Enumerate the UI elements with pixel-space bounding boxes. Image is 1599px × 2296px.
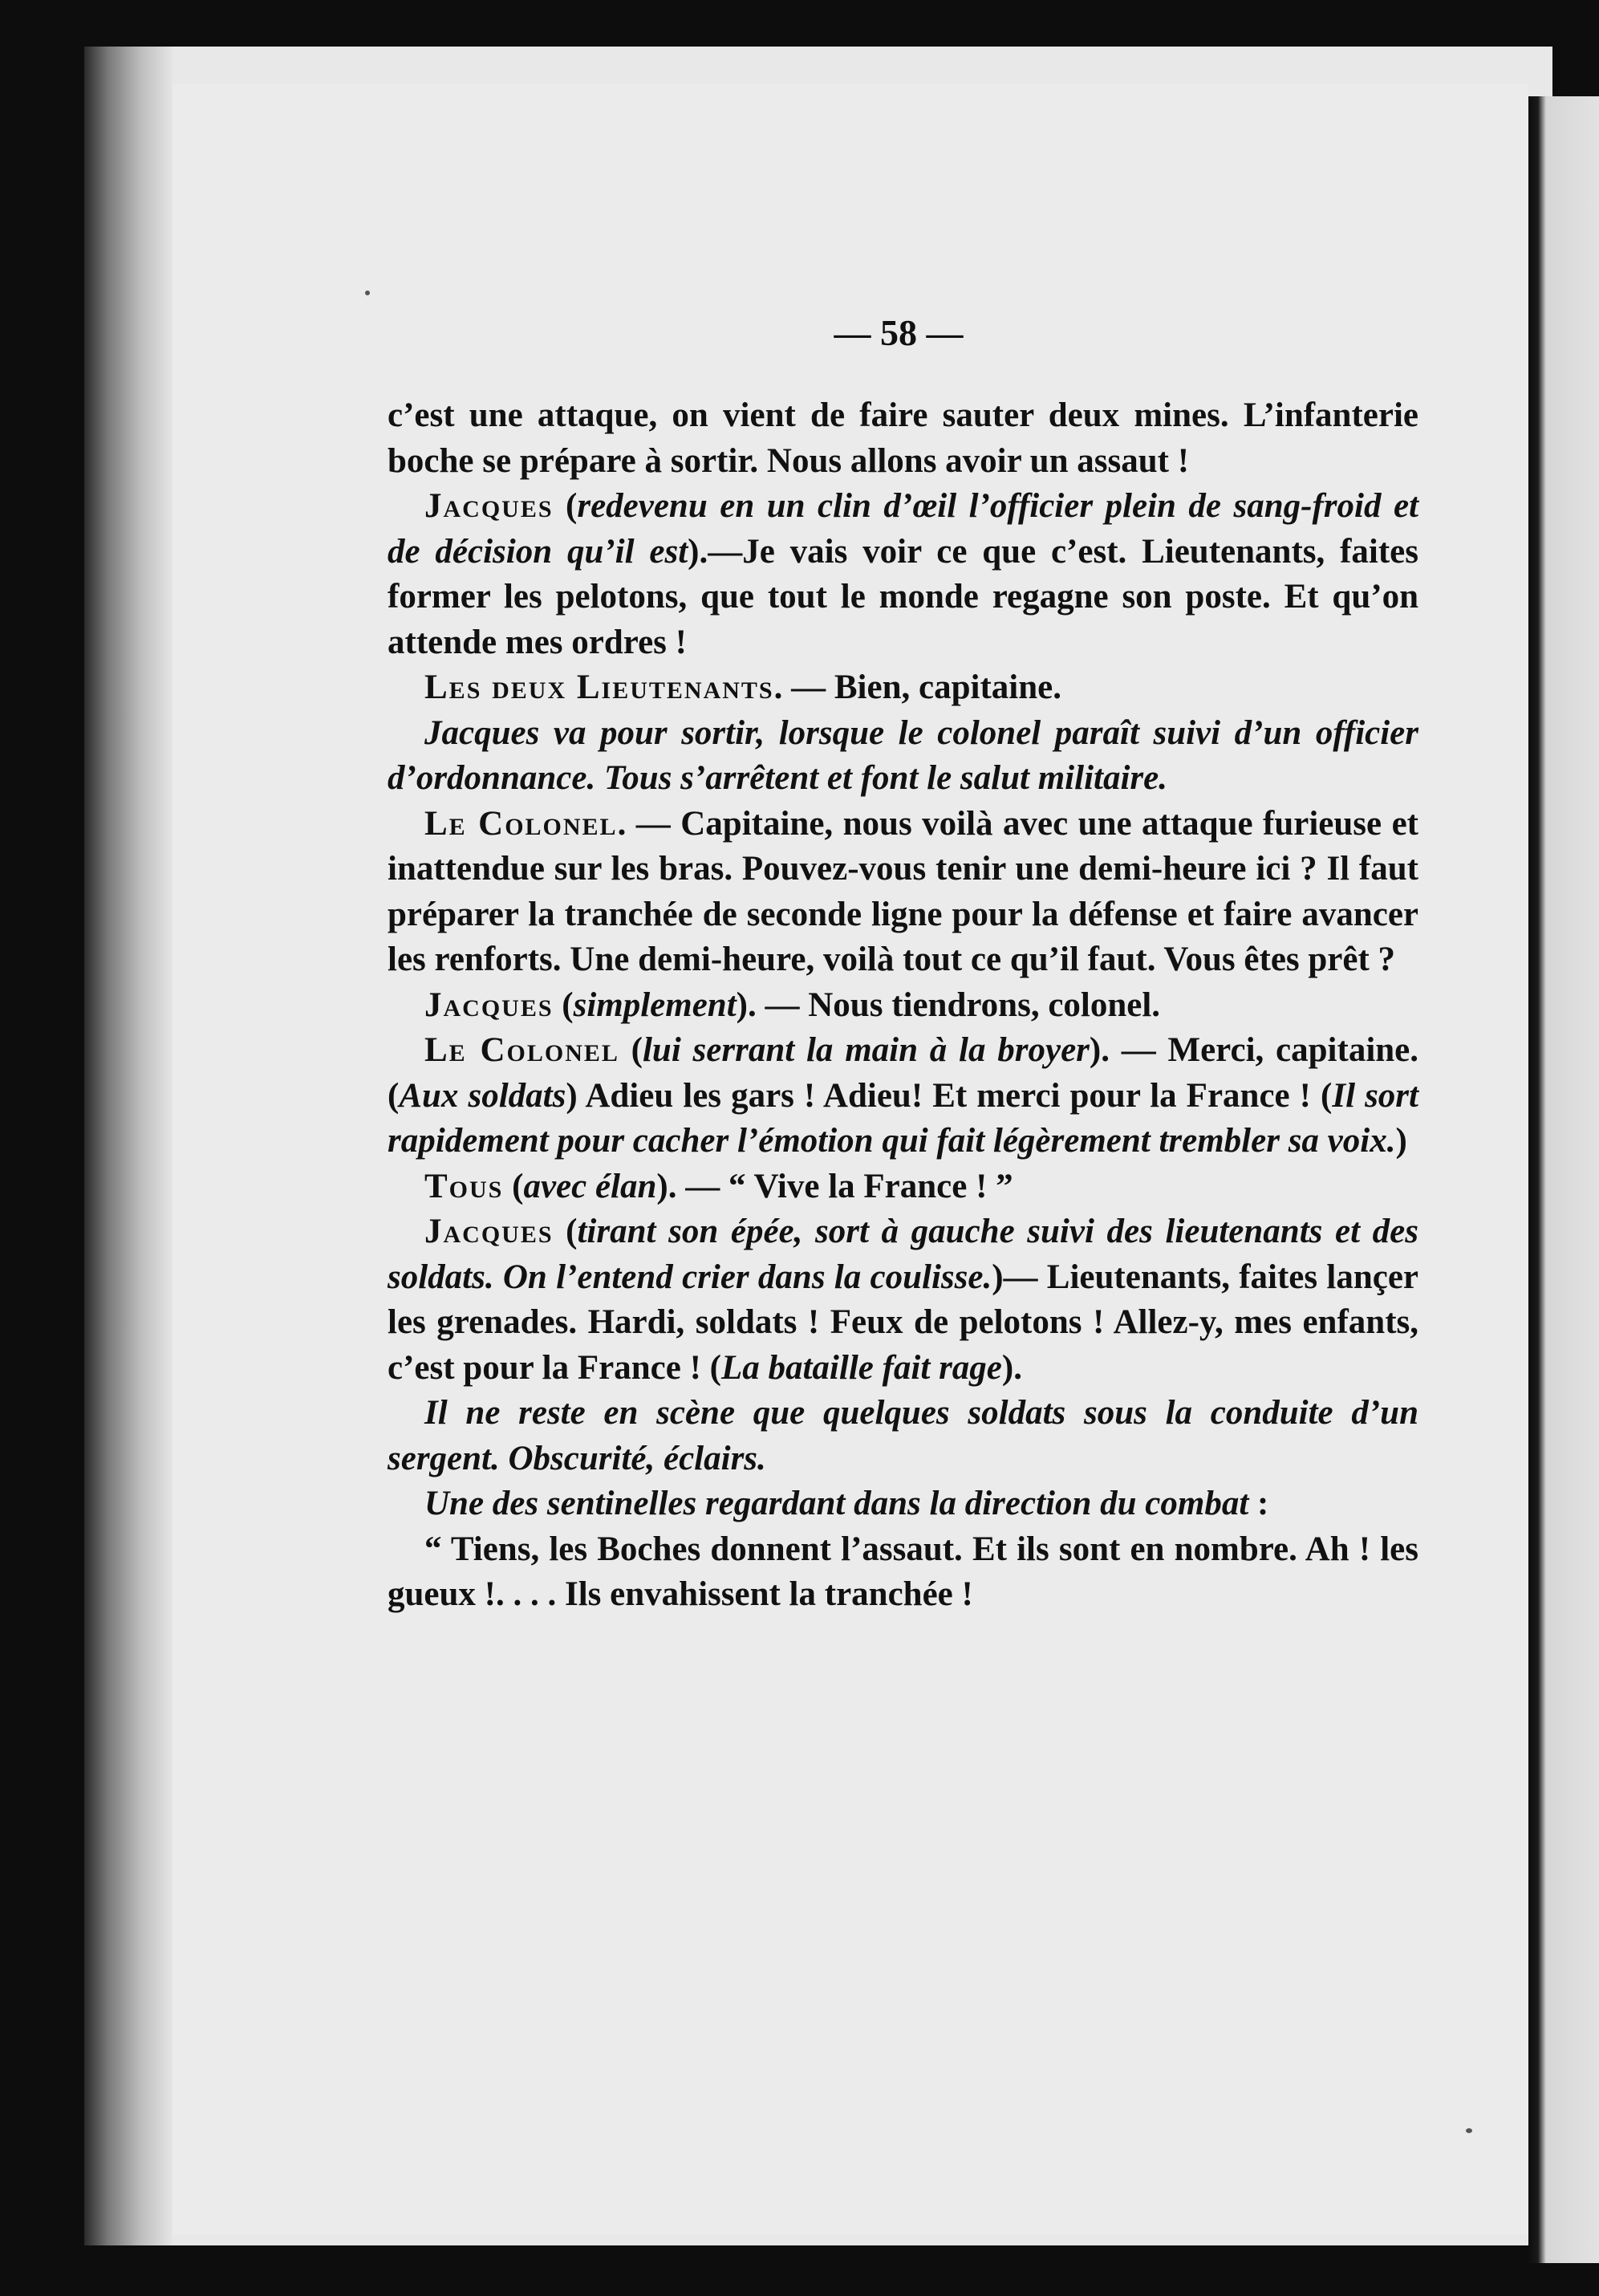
paragraph (388, 484, 1418, 665)
dialogue-text: . — Bien, capitaine. (773, 668, 1061, 706)
dialogue-text: ). — “ Vive la France ! ” (656, 1167, 1013, 1205)
paragraph (388, 1391, 1418, 1481)
stage-direction: tirant son épée, sort à gauche suivi des lieutenants et des soldats. On l’entend crier dans la coulisse. (388, 1213, 1418, 1296)
speaker-name: Jacques (424, 1213, 554, 1250)
dialogue-text: c’est une attaque, on vient de faire sauter deux mines. L’infanterie boche se prépare à sortir. Nous allons avoir un assaut ! (388, 396, 1418, 480)
speaker-name: Les deux Lieutenants (424, 668, 774, 706)
dialogue-text: ) Adieu les gars ! Adieu! Et merci pour la France ! ( (566, 1076, 1333, 1115)
dialogue-text: ). (1001, 1348, 1022, 1387)
stage-direction: Aux soldats (399, 1076, 566, 1115)
stage-direction: lui serrant la main à la broyer (642, 1031, 1090, 1069)
scan-speck (1466, 2128, 1472, 2133)
speaker-name: Le Colonel (424, 1031, 619, 1069)
dialogue-text: ). — Nous tiendrons, colonel. (736, 985, 1161, 1024)
dialogue-text: . — Capitaine, nous voilà avec une attaque furieuse et inattendue sur les bras. Pouvez-vous tenir une demi-heure ici ? Il faut préparer la tranchée de seconde ligne pour la défense et faire avancer les renforts. Une demi-heure, voilà tout ce qu’il faut. Vous êtes prêt ? (388, 804, 1418, 978)
dialogue-text: ). — Merci, capitaine. ( (388, 1031, 1419, 1115)
paragraph (388, 1527, 1418, 1618)
dialogue-text: ( (553, 487, 578, 525)
dialogue-text: ( (553, 1213, 578, 1250)
page-number: — 58 — (834, 312, 964, 353)
speaker-name: Le Colonel (424, 804, 618, 843)
dialogue-text: ( (619, 1031, 643, 1069)
stage-direction: Une des sentinelles regardant dans la direction du combat (424, 1485, 1249, 1522)
book-gutter (84, 47, 172, 2245)
stage-direction: Il sort rapidement pour cacher l’émotion qui fait légèrement trembler sa voix. (388, 1076, 1418, 1160)
paragraph (388, 711, 1418, 802)
speaker-name: Tous (424, 1167, 504, 1205)
paragraph (388, 1481, 1418, 1527)
dialogue-text: ) (1395, 1122, 1407, 1160)
stage-direction: avec élan (523, 1167, 657, 1205)
paragraph (388, 802, 1418, 983)
speaker-name: Jacques (424, 487, 554, 525)
stage-direction: La bataille fait rage (720, 1348, 1002, 1387)
stage-direction: Il ne reste en scène que quelques soldats sous la conduite d’un sergent. Obscurité, éclairs. (388, 1394, 1418, 1477)
scan-speck (365, 291, 370, 295)
paragraph (388, 665, 1418, 711)
paragraph (388, 1028, 1418, 1164)
speaker-name: Jacques (424, 985, 554, 1024)
facing-page-edge (1528, 96, 1599, 2263)
paragraph (388, 393, 1418, 484)
dialogue-text: )— Lieutenants, faites lançer les grenades. Hardi, soldats ! Feux de pelotons ! Allez-y, mes enfants, c’est pour la France ! ( (388, 1258, 1418, 1387)
body-text (388, 393, 1418, 1618)
dialogue-text: : (1248, 1485, 1269, 1522)
stage-direction: redevenu en un clin d’œil l’officier plein de sang-froid et de décision qu’il est (388, 487, 1418, 571)
paragraph (388, 1164, 1418, 1210)
dialogue-text: ( (553, 985, 574, 1024)
stage-direction: simplement (573, 985, 737, 1024)
paragraph (388, 983, 1418, 1029)
dialogue-text: ).—Je vais voir ce que c’est. Lieutenants, faites former les pelotons, que tout le monde regagne son poste. Et qu’on attende mes ordres ! (388, 532, 1418, 661)
stage-direction: Jacques va pour sortir, lorsque le colonel paraît suivi d’un officier d’ordonnance. Tous s’arrêtent et font le salut militaire. (388, 713, 1418, 797)
dialogue-text: “ Tiens, les Boches donnent l’assaut. Et ils sont en nombre. Ah ! les gueux !. . . . Ils envahissent la tranchée ! (388, 1530, 1418, 1613)
paragraph (388, 1209, 1418, 1391)
dialogue-text: ( (503, 1167, 524, 1205)
